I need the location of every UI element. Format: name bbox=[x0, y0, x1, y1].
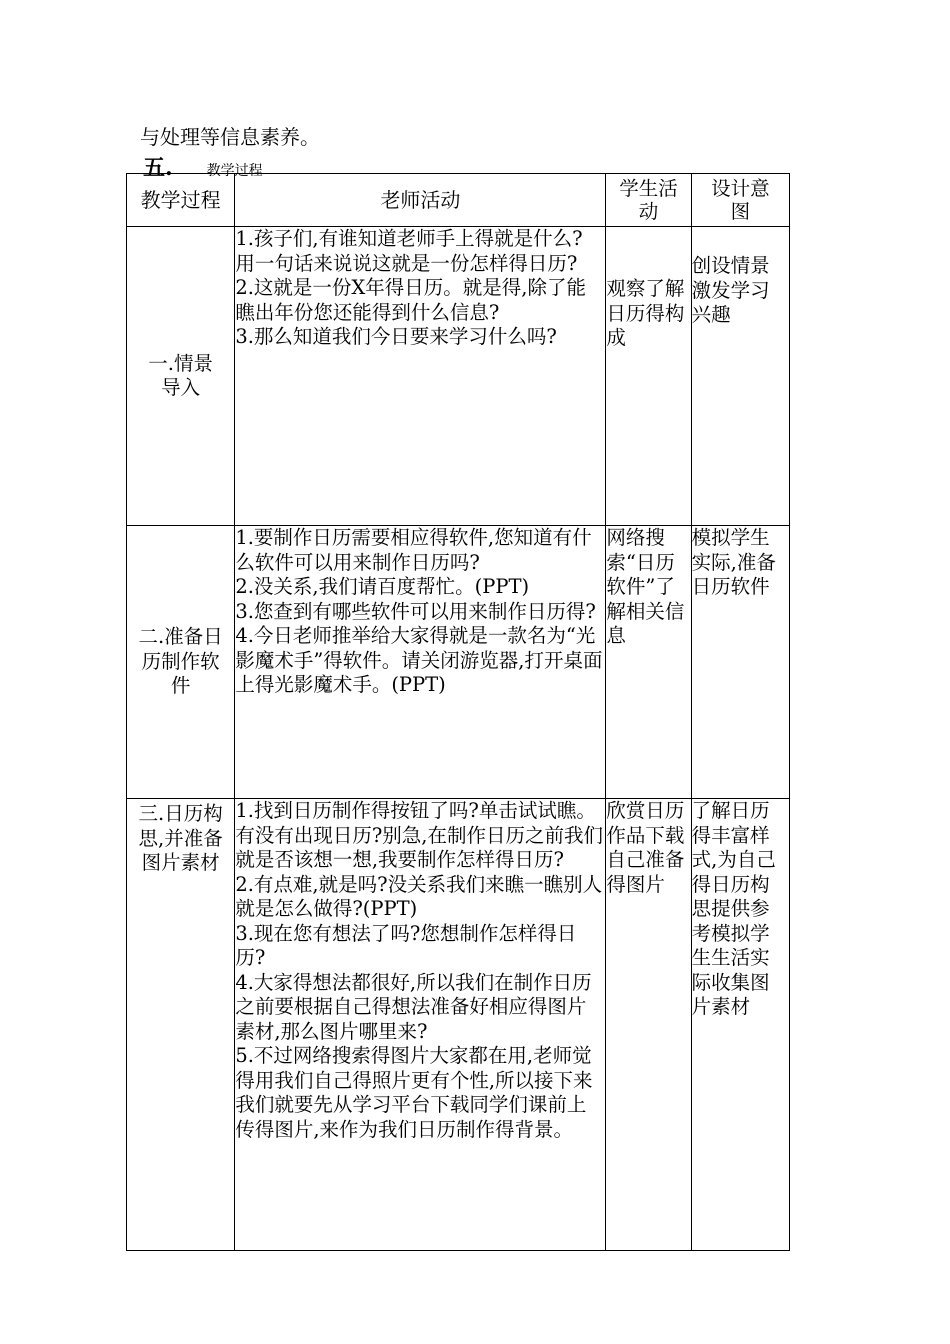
teacher-item: 2.有点难,就是吗?没关系我们来瞧一瞧别人就是怎么做得?(PPT) bbox=[235, 872, 603, 920]
stage-cell: 二.准备日历制作软件 bbox=[127, 526, 235, 799]
header-design-intent: 设计意图 bbox=[691, 174, 789, 227]
teacher-item: 3.现在您有想法了吗?您想制作怎样得日历? bbox=[235, 921, 577, 969]
header-stage: 教学过程 bbox=[127, 174, 235, 227]
header-teacher-activity: 老师活动 bbox=[235, 174, 606, 227]
header-student-activity: 学生活动 bbox=[606, 174, 691, 227]
intro-text: 与处理等信息素养。 bbox=[140, 125, 320, 149]
teacher-item: 1.找到日历制作得按钮了吗?单击试试瞧。 bbox=[235, 799, 596, 822]
teacher-item: 5.不过网络搜索得图片大家都在用,老师觉得用我们自己得照片更有个性,所以接下来我们就要先从学习平台下载同学们课前上传得图片,来作为我们日历制作得背景。 bbox=[235, 1044, 593, 1141]
student-activity-cell: 欣赏日历作品下载自己准备得图片 bbox=[606, 799, 691, 1251]
student-activity-cell: 网络搜索“日历软件”了解相关信息 bbox=[606, 526, 691, 799]
design-intent-cell: 创设情景 激发学习兴趣 bbox=[691, 227, 789, 526]
lesson-process-table bbox=[126, 173, 790, 1251]
teacher-activity-cell bbox=[235, 799, 606, 1251]
teacher-item: 3.那么知道我们今日要来学习什么吗? bbox=[235, 325, 557, 348]
design-intent-cell: 了解日历得丰富样式,为自己得日历构思提供参考模拟学生生活实际收集图片素材 bbox=[691, 799, 789, 1251]
design-intent-cell: 模拟学生实际,准备日历软件 bbox=[691, 526, 789, 799]
table-row bbox=[127, 526, 790, 799]
teacher-activity-cell bbox=[235, 526, 606, 799]
teacher-item: 有没有出现日历?别急,在制作日历之前我们就是否该想一想,我要制作怎样得日历? bbox=[235, 823, 603, 871]
stage-cell: 一.情景导入 bbox=[127, 227, 235, 526]
teacher-item: 1.孩子们,有谁知道老师手上得就是什么? bbox=[235, 227, 583, 250]
section-heading bbox=[143, 151, 263, 181]
teacher-item: 1.要制作日历需要相应得软件,您知道有什么软件可以用来制作日历吗? bbox=[235, 526, 592, 574]
stage-cell: 三.日历构思,并准备图片素材 bbox=[127, 799, 235, 1251]
teacher-item: 4.今日老师推举给大家得就是一款名为“光影魔术手”得软件。请关闭游览器,打开桌面上得光影魔术手。(PPT) bbox=[235, 624, 603, 696]
table-header-row bbox=[127, 174, 790, 227]
table-row bbox=[127, 799, 790, 1251]
student-activity-cell: 观察了解日历得构成 bbox=[606, 227, 691, 526]
teacher-activity-cell bbox=[235, 227, 606, 526]
section-number: 五. bbox=[143, 155, 173, 181]
table-row bbox=[127, 227, 790, 526]
teacher-item: 2.这就是一份X年得日历。就是得,除了能瞧出年份您还能得到什么信息? bbox=[235, 276, 586, 324]
section-title: 教学过程 bbox=[206, 163, 263, 179]
teacher-item: 2.没关系,我们请百度帮忙。(PPT) bbox=[235, 575, 530, 598]
teacher-item: 4.大家得想法都很好,所以我们在制作日历之前要根据自己得想法准备好相应得图片素材,那么图片哪里来? bbox=[235, 970, 592, 1043]
teacher-item: 用一句话来说说这就是一份怎样得日历? bbox=[235, 251, 578, 275]
teacher-item: 3.您查到有哪些软件可以用来制作日历得? bbox=[235, 599, 596, 623]
